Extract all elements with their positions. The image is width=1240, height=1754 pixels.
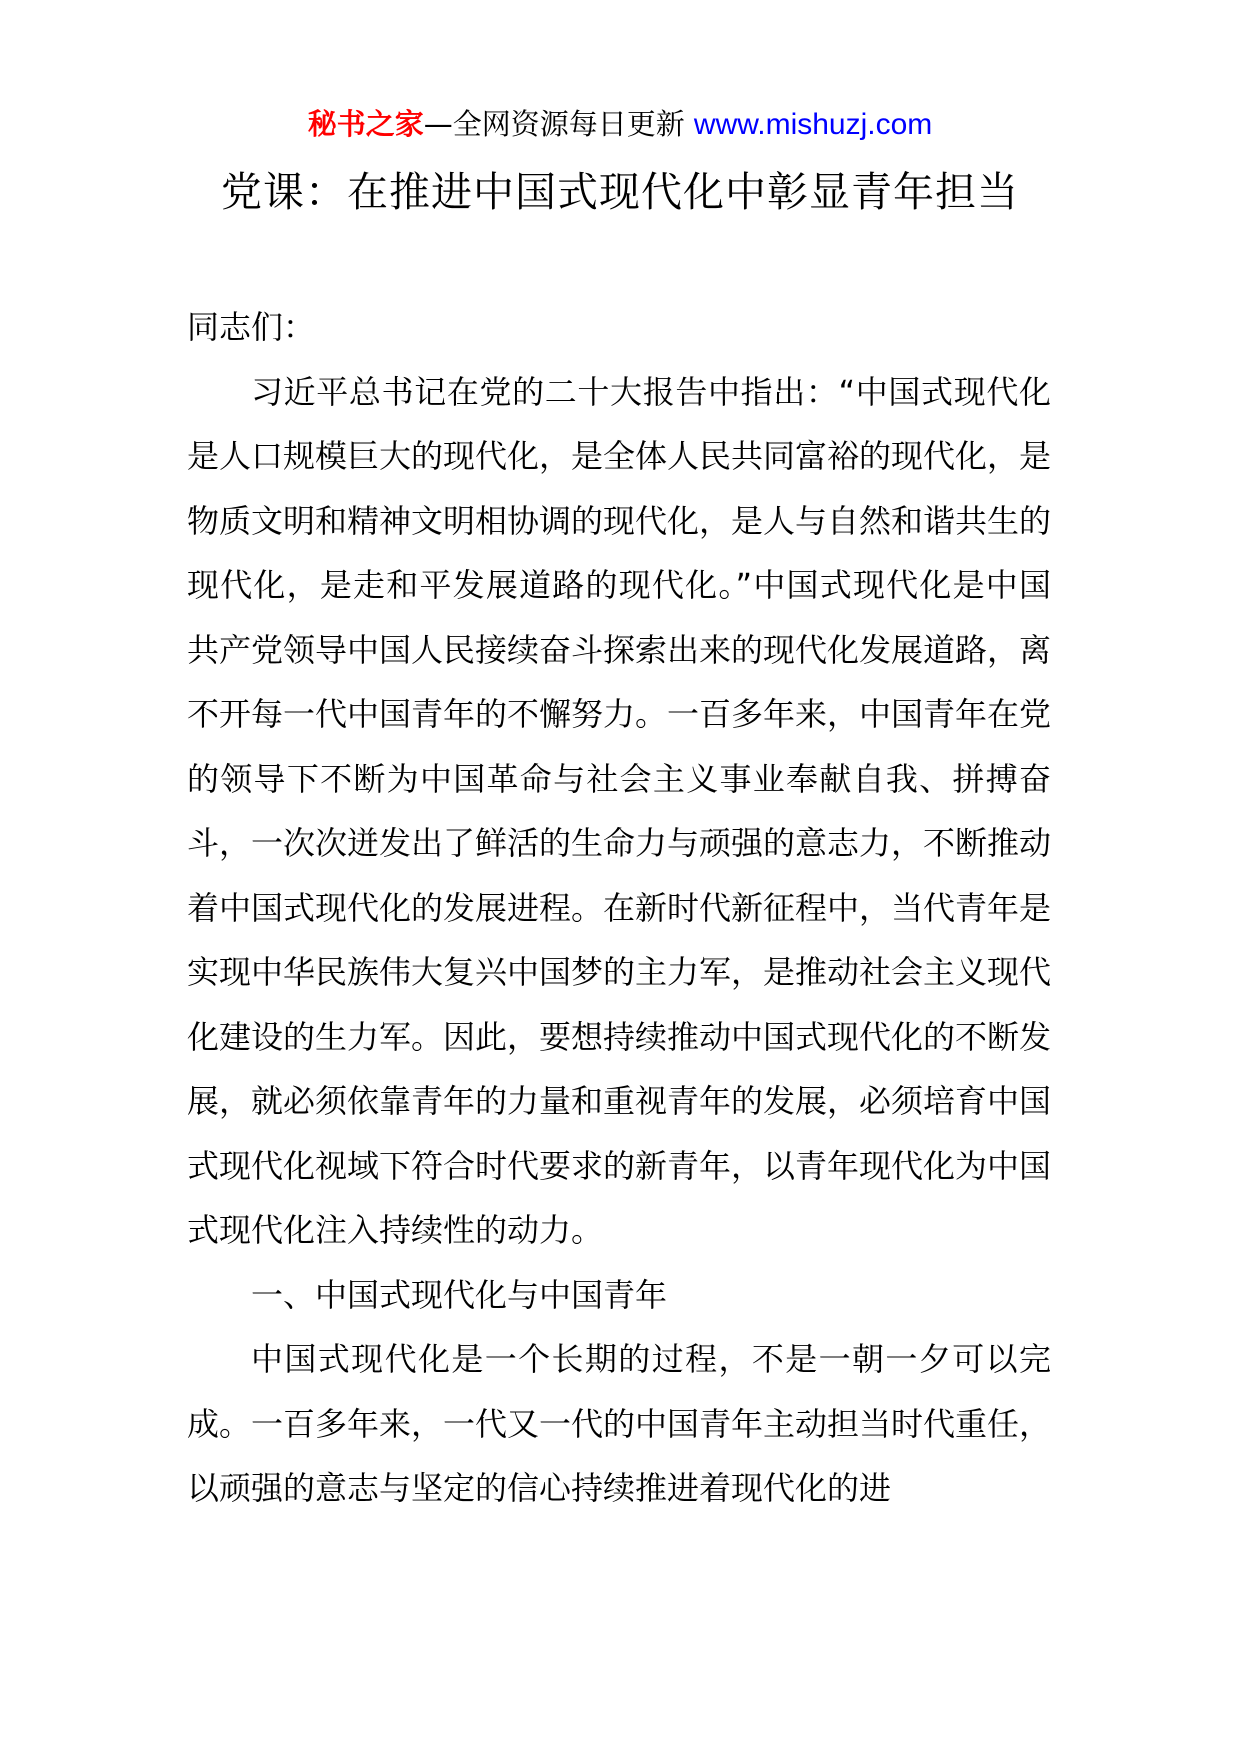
section-heading: 一、中国式现代化与中国青年 bbox=[251, 1275, 668, 1314]
paragraph: 习近平总书记在党的二十大报告中指出：“中国式现代化是人口规模巨大的现代化，是全体人民共同富裕的现代化，是物质文明和精神文明相协调的现代化，是人与自然和谐共生的现代化，是走和平发展道路的现代化。”中国式现代化是中国共产党领导中国人民接续奋斗探索出来的现代化发展道路，离不开每一代中国青年的不懈努力。一百多年来，中国青年在党的领导下不断为中国革命与社会主义事业奉献自我、拼搏奋斗，一次次迸发出了鲜活的生命力与顽强的意志力，不断推动着中国式现代化的发展进程。在新时代新征程中，当代青年是实现中华民族伟大复兴中国梦的主力军，是推动社会主义现代化建设的生力军。因此，要想持续推动中国式现代化的不断发展，就必须依靠青年的力量和重视青年的发展，必须培育中国式现代化视域下符合时代要求的新青年，以青年现代化为中国式现代化注入持续性的动力。 bbox=[187, 372, 1052, 1249]
site-brand: 秘书之家 bbox=[307, 107, 424, 141]
site-url-link[interactable]: www.mishuzj.com bbox=[693, 108, 933, 141]
paragraph: 中国式现代化是一个长期的过程，不是一朝一夕可以完成。一百多年来，一代又一代的中国青年主动担当时代重任，以顽强的意志与坚定的信心持续推进着现代化的进 bbox=[187, 1340, 1052, 1507]
site-header bbox=[0, 104, 1240, 145]
document-title: 党课：在推进中国式现代化中彰显青年担当 bbox=[221, 168, 1019, 216]
document-body bbox=[187, 295, 1051, 1521]
site-tagline: —全网资源每日更新 bbox=[423, 107, 694, 141]
salutation: 同志们： bbox=[187, 308, 316, 346]
